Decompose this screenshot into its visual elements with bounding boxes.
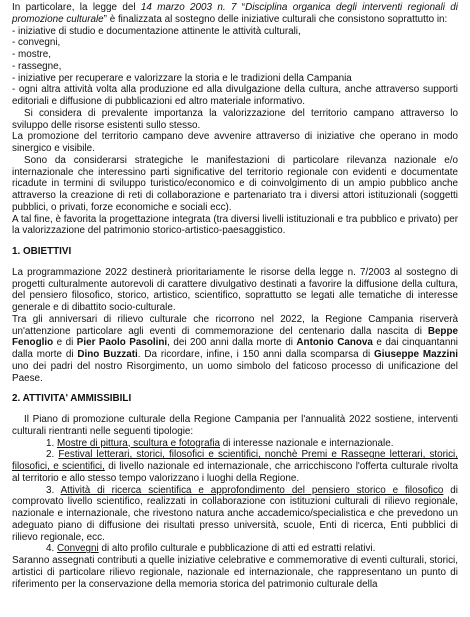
text-segment: e di (53, 337, 77, 349)
item-text: di alto profilo culturale e pubblicazione di atti ed estratti relativi. (98, 543, 376, 555)
valorizzazione-paragraph: Si considera di prevalente importanza la valorizzazione del territorio campano attraverso lo sviluppo delle risorse esistenti sullo stesso. (12, 107, 458, 131)
person-name: Pier Paolo Pasolini (76, 337, 168, 349)
item-title: Attività di ricerca scientifica e approfondimento del pensiero storico e filosofico (60, 484, 444, 496)
person-name: Giuseppe Mazzini (374, 349, 459, 360)
item-text: di comprovato livello scientifico, realizzati in collaborazione con istituzioni culturali di rilievo regionale, nazionale e internazionale, che rivestono natura anche accademico/specialistica e che prevedono un adeguato piano di diffusione dei risultati presso università, scuole, Enti di ricerca, Enti pubblici di rilievo regionale, ecc. (12, 484, 458, 543)
text-segment: . Da ricordare, infine, i 150 anni dalla scomparsa di (137, 349, 375, 360)
text-segment: e dai cinquantanni dalla morte di (12, 337, 458, 360)
item-text: di livello nazionale ed internazionale, che arricchiscono l'offerta culturale rivolta al territorio e allo stesso tempo valorizzano i luoghi della Regione. (12, 461, 458, 484)
promozione-paragraph: La promozione del territorio campano deve avvenire attraverso di iniziative che operano in modo sinergico e visibile. (12, 131, 458, 154)
text-segment: uno dei padri del nostro Risorgimento, un uomo simbolo del faticoso processo di unificazione del Paese. (12, 360, 458, 384)
item-number: 1. (46, 437, 57, 449)
item-number: 2. (46, 449, 59, 461)
initiative-item: - mostre, (12, 49, 51, 60)
activity-item-3 (12, 485, 458, 544)
initiative-item: - ogni altra attività volta alla produzione ed alla divulgazione della cultura, anche attraverso supporti editoriali e diffusione di pubblicazioni ed altro materiale informativo. (12, 84, 458, 107)
person-name: Dino Buzzati (77, 349, 138, 360)
piano-paragraph: Il Piano di promozione culturale della Regione Campania per l'annualità 2022 sostiene, interventi culturali rientranti nelle seguenti tipologie: (12, 414, 458, 437)
obiettivi-paragraph: La programmazione 2022 destinerà prioritariamente le risorse della legge n. 7/2003 al sostegno di progetti culturalmente autorevoli di carattere divulgativo destinati a favorire la diffusione della cultura, del pensiero filosofico, storico, artistico, scientifico, soprattutto se legati alle tematiche di interesse generale e di dibattito socio-culturale. (12, 266, 458, 313)
intro-paragraph (12, 2, 458, 26)
intro-text-2: “ (236, 2, 246, 13)
intro-text-3: ” è finalizzata al sostegno delle iniziative culturali che consistono soprattutto in: (103, 13, 448, 25)
item-number: 4. (46, 543, 57, 555)
item-title: Mostre di pittura, scultura e fotografia (56, 437, 220, 449)
anniversari-paragraph (12, 314, 458, 385)
initiative-item: - rassegne, (12, 60, 62, 72)
law-date: 14 marzo 2003 n. 7 (140, 2, 237, 13)
initiative-item: - iniziative per recuperare e valorizzare la storia e le tradizioni della Campania (12, 72, 352, 84)
section-1-heading: 1. OBIETTIVI (12, 246, 72, 257)
activity-item-1 (12, 438, 458, 450)
initiative-item: - iniziative di studio e documentazione attinente le attività culturali, (12, 25, 301, 37)
document-page (12, 2, 458, 590)
law-title: Disciplina organica degli interventi regionali di promozione culturale (12, 2, 458, 25)
item-number: 3. (46, 484, 61, 496)
text-segment: , dei 200 anni dalla morte di (167, 337, 297, 349)
section-2-heading: 2. ATTIVITA' AMMISSIBILI (12, 393, 132, 405)
strategiche-paragraph: Sono da considerarsi strategiche le manifestazioni di particolare rilevanza nazionale e/o internazionale che interessino parti significative del territorio regionale con evidenti e documentate ricadute in termini di sviluppo turistico/economico e di coinvolgimento di un ampio pubblico anche attraverso la creazione di reti di collaborazione e partenariato tra i diversi attori istituzionali (soggetti pubblici, o privati, forze economiche e sociali ecc). (12, 154, 458, 213)
initiative-item: - convegni, (12, 37, 61, 49)
item-title: Festival letterari, storici, filosofici e scientifici, nonchè Premi e Rassegne letterari, storici, filosofici, e scientifici, (12, 449, 458, 472)
activity-item-2 (12, 449, 458, 484)
activity-item-4 (12, 543, 458, 555)
progettazione-paragraph: A tal fine, è favorita la progettazione integrata (tra diversi livelli istituzionali e tra pubblico e privato) per la valorizzazione del patrimonio storico-artistico-paesaggistico. (12, 213, 458, 237)
item-text: di interesse nazionale e internazionale. (220, 437, 394, 449)
item-title: Convegni (56, 543, 99, 555)
intro-text-1: In particolare, la legge del (12, 2, 141, 13)
initiatives-list (12, 26, 458, 108)
closing-paragraph: Saranno assegnati contributi a quelle iniziative celebrative e commemorative di eventi culturali, storici, artistici di particolare rilievo regionale, nazionale ed internazionale, che rappresentano un punto di riferimento per la conservazione della memoria storica del patrimonio culturale della (12, 555, 458, 590)
person-name: Antonio Canova (296, 337, 373, 349)
text-segment: Tra gli anniversari di rilievo culturale che ricorrono nel 2022, la Regione Campania riserverà un'attenzione particolare agli eventi di commemorazione del centenario dalla nascita di (12, 313, 458, 337)
person-name: Beppe Fenoglio (12, 325, 458, 349)
